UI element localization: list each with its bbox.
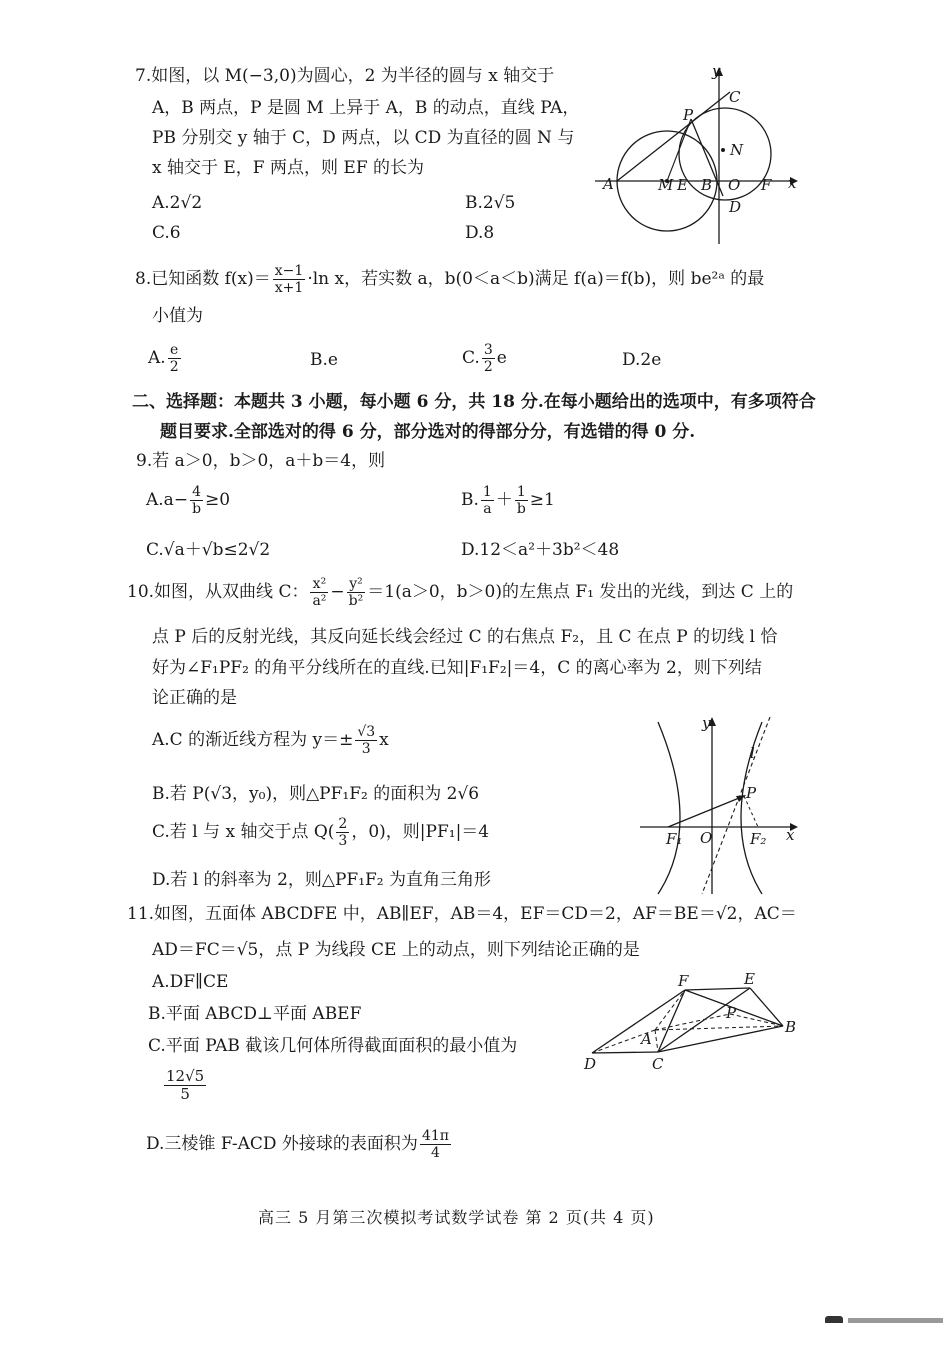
- q10-option-c-fraction: [336, 816, 349, 849]
- q10-option-a-numerator: √3: [357, 724, 376, 740]
- q9-option-b-fraction-1: [481, 484, 494, 517]
- q9-option-a-suffix: ≥0: [205, 490, 231, 511]
- q8-line-2: 小值为: [152, 306, 203, 326]
- q9-option-b-numerator-2: 1: [515, 484, 528, 501]
- q9-option-a-prefix: A.a−: [146, 490, 189, 511]
- q9-option-a-fraction: [190, 484, 203, 517]
- q7-fig-label-b: B: [701, 176, 713, 194]
- q7-fig-label-a: A: [603, 175, 614, 193]
- q7-fig-label-c: C: [729, 88, 741, 106]
- q11-fig-label-a: A: [641, 1030, 652, 1048]
- q10-line-1-prefix: 10.如图，从双曲线 C：: [127, 582, 309, 603]
- q10-fig-label-f1: F₁: [666, 830, 683, 848]
- q10-option-c-denominator: 3: [338, 833, 348, 850]
- q9-option-b-prefix: B.: [461, 490, 479, 511]
- q8-function-fraction: [273, 263, 306, 296]
- q11-fig-label-e: E: [744, 970, 755, 988]
- q8-option-c-numerator: 3: [483, 342, 493, 358]
- q9-option-b-denominator-1: a: [483, 501, 492, 518]
- q11-option-c-fraction: [164, 1068, 206, 1104]
- q11-pentahedron-figure: [580, 968, 800, 1083]
- q7-fig-label-o: O: [728, 176, 741, 194]
- q11-option-c-denominator: 5: [180, 1085, 190, 1104]
- q11-option-d-numerator: 41π: [421, 1128, 449, 1144]
- q9-option-b-plus: ＋: [495, 490, 513, 511]
- q10-option-c-suffix: ，0)，则|PF₁|＝4: [351, 822, 490, 843]
- q10-option-a-prefix: A.C 的渐近线方程为 y＝±: [152, 730, 354, 751]
- q10-fig-label-y: y: [702, 714, 711, 732]
- q8-option-a-numerator: e: [168, 342, 181, 359]
- q8-option-a-denominator: 2: [169, 359, 179, 376]
- q11-option-d-prefix: D.三棱锥 F-ACD 外接球的表面积为: [146, 1134, 418, 1155]
- q10-fig-label-o: O: [700, 829, 713, 847]
- q9-option-a-numerator: 4: [190, 484, 203, 501]
- q10-option-c-prefix: C.若 l 与 x 轴交于点 Q(: [152, 822, 335, 843]
- q8-option-c-suffix: e: [496, 348, 507, 369]
- q10-option-a-suffix: x: [379, 730, 389, 751]
- q10-line-2: 点 P 后的反射光线，其反向延长线会经过 C 的右焦点 F₂，且 C 在点 P 的切线 l 恰: [152, 627, 778, 647]
- q10-line-1: [127, 576, 793, 609]
- q7-option-c: C.6: [152, 223, 181, 243]
- q10-fraction-y-numerator: y²: [347, 576, 366, 593]
- q11-option-c-numerator: 12√5: [166, 1067, 205, 1085]
- q9-option-b: [461, 484, 555, 517]
- q11-line-1: 11.如图，五面体 ABCDFE 中，AB∥EF，AB＝4，EF＝CD＝2，AF＝BE＝√2，AC＝: [127, 904, 797, 924]
- q11-option-c: C.平面 PAB 截该几何体所得截面面积的最小值为: [148, 1036, 518, 1056]
- q10-hyperbola-figure: [640, 712, 800, 902]
- q8-option-c-prefix: C.: [462, 348, 480, 369]
- q10-fig-label-f2: F₂: [750, 830, 767, 848]
- q9-option-b-denominator-2: b: [516, 501, 526, 518]
- q11-fig-label-f: F: [678, 972, 689, 990]
- q10-hyperbola-fraction-x: [310, 576, 328, 609]
- q10-option-b: B.若 P(√3，y₀)，则△PF₁F₂ 的面积为 2√6: [152, 784, 480, 804]
- q7-fig-label-y: y: [712, 62, 721, 80]
- q7-line-1: 7.如图，以 M(−3,0)为圆心，2 为半径的圆与 x 轴交于: [135, 66, 555, 86]
- q11-option-d: [146, 1128, 453, 1161]
- q7-line-2: A，B 两点，P 是圆 M 上异于 A，B 的动点，直线 PA，: [152, 98, 580, 118]
- q7-fig-label-e: E: [677, 176, 688, 194]
- q11-line-2: AD＝FC＝√5，点 P 为线段 CE 上的动点，则下列结论正确的是: [152, 940, 640, 960]
- scanner-watermark: [820, 1309, 950, 1323]
- q7-option-b: B.2√5: [465, 193, 516, 213]
- q11-fig-label-d: D: [584, 1055, 597, 1073]
- q9-option-b-suffix: ≥1: [529, 490, 555, 511]
- q10-fraction-x-denominator: a²: [312, 593, 327, 610]
- q11-option-b: B.平面 ABCD⊥平面 ABEF: [148, 1004, 362, 1024]
- q8-option-a-fraction: [168, 342, 181, 375]
- q8-option-c-fraction: [482, 342, 495, 375]
- q10-line-1-minus: −: [330, 582, 345, 603]
- q8-option-a: [148, 342, 183, 375]
- q10-hyperbola-fraction-y: [347, 576, 366, 609]
- q10-line-3: 好为∠F₁PF₂ 的角平分线所在的直线.已知|F₁F₂|＝4，C 的离心率为 2，则下列结: [152, 658, 762, 678]
- q7-line-4: x 轴交于 E，F 两点，则 EF 的长为: [152, 158, 425, 178]
- q8-stem-prefix: 8.已知函数 f(x)＝: [135, 269, 271, 290]
- q10-option-c-numerator: 2: [338, 816, 348, 832]
- q9-option-d: D.12＜a²＋3b²＜48: [461, 540, 620, 560]
- q11-option-d-fraction: [420, 1128, 451, 1161]
- q11-fig-label-p: P: [726, 1004, 737, 1022]
- q11-fig-label-b: B: [785, 1018, 797, 1036]
- q7-fig-label-x: x: [788, 174, 797, 192]
- q8-option-c-denominator: 2: [483, 359, 493, 376]
- q8-stem-suffix: ·ln x，若实数 a，b(0＜a＜b)满足 f(a)＝f(b)，则 be²ᵃ 的最: [307, 269, 765, 290]
- q7-line-3: PB 分别交 y 轴于 C，D 两点，以 CD 为直径的圆 N 与: [152, 128, 575, 148]
- q9-option-b-numerator-1: 1: [482, 484, 492, 500]
- q8-option-b: B.e: [310, 350, 338, 370]
- q10-option-a: [152, 724, 389, 757]
- q10-line-1-suffix: ＝1(a＞0，b＞0)的左焦点 F₁ 发出的光线，到达 C 上的: [367, 582, 794, 603]
- q7-fig-label-m: M: [658, 176, 674, 194]
- page-footer: 高三 5 月第三次模拟考试数学试卷 第 2 页(共 4 页): [258, 1208, 655, 1227]
- q10-fraction-x-numerator: x²: [310, 576, 328, 593]
- q10-fig-label-x: x: [786, 826, 795, 844]
- section-2-heading-line-1: 二、选择题：本题共 3 小题，每小题 6 分，共 18 分.在每小题给出的选项中，有多项符合: [132, 392, 816, 412]
- q7-option-a: A.2√2: [152, 193, 203, 213]
- q8-option-d: D.2e: [622, 350, 662, 370]
- q9-option-a-denominator: b: [192, 501, 202, 518]
- q11-option-d-denominator: 4: [430, 1145, 440, 1162]
- q10-option-a-fraction: [355, 724, 377, 757]
- q9-option-a: [146, 484, 230, 517]
- q7-fig-label-d: D: [729, 198, 742, 216]
- q7-fig-label-n: N: [730, 141, 744, 159]
- q8-option-c: [462, 342, 507, 375]
- q10-fig-label-l: l: [750, 744, 755, 762]
- q9-stem: 9.若 a＞0，b＞0，a＋b＝4，则: [136, 451, 386, 471]
- q8-stem: [135, 263, 764, 296]
- q10-option-c: [152, 816, 489, 849]
- q8-fraction-denominator: x+1: [274, 280, 304, 297]
- q8-fraction-numerator: x−1: [274, 263, 304, 279]
- q10-option-a-denominator: 3: [361, 741, 371, 758]
- q11-option-c-value: [162, 1068, 208, 1104]
- q10-fig-label-p: P: [746, 784, 757, 802]
- q10-option-d: D.若 l 的斜率为 2，则△PF₁F₂ 为直角三角形: [152, 870, 492, 890]
- q7-option-d: D.8: [465, 223, 495, 243]
- q7-circle-figure: [595, 62, 805, 252]
- q7-fig-label-f: F: [761, 176, 772, 194]
- q9-option-c: C.√a＋√b≤2√2: [146, 540, 271, 560]
- q11-option-a: A.DF∥CE: [152, 972, 229, 992]
- q11-fig-label-c: C: [652, 1055, 664, 1073]
- q10-line-4: 论正确的是: [152, 688, 237, 708]
- q10-fraction-y-denominator: b²: [348, 593, 364, 610]
- section-2-heading-line-2: 题目要求.全部选对的得 6 分，部分选对的得部分分，有选错的得 0 分.: [160, 422, 696, 442]
- q7-fig-label-p: P: [683, 106, 694, 124]
- q8-option-a-prefix: A.: [148, 348, 166, 369]
- q9-option-b-fraction-2: [515, 484, 528, 517]
